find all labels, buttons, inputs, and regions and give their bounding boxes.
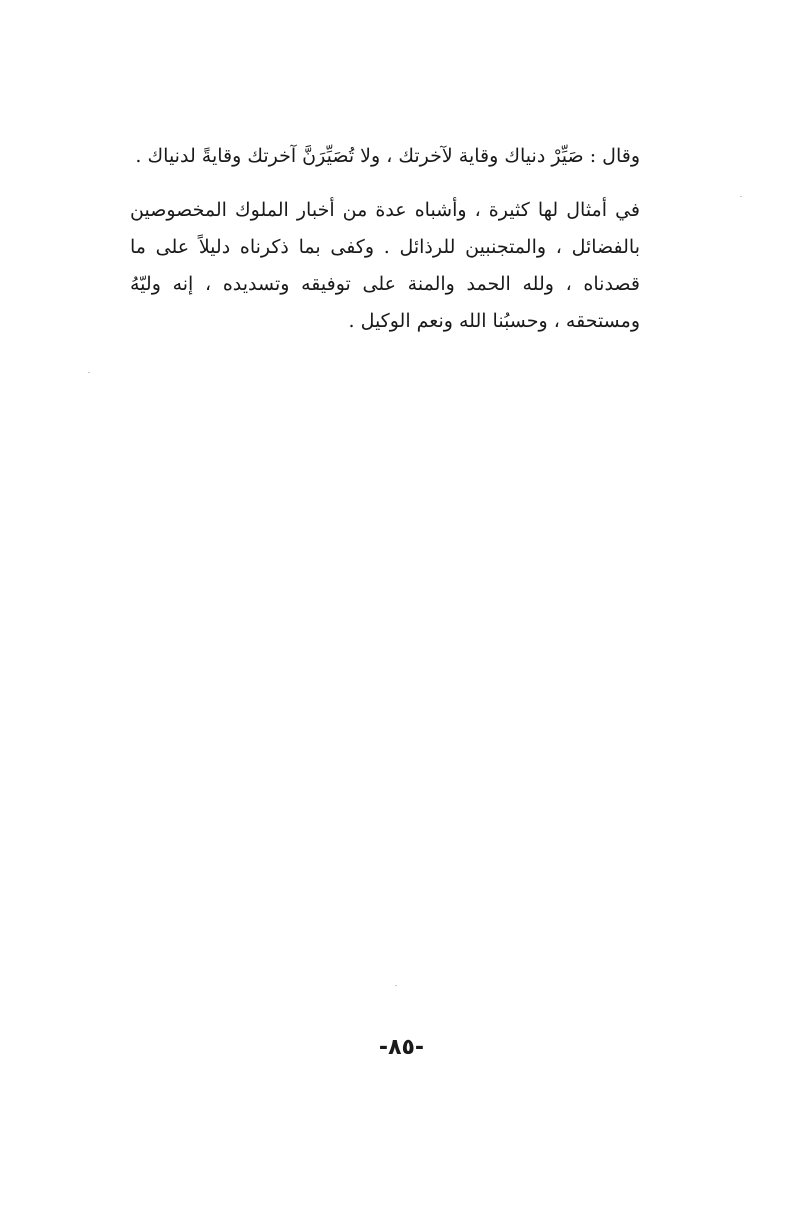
scan-speck — [395, 985, 397, 986]
page-number: -٨٥- — [378, 1035, 425, 1060]
scan-speck — [88, 372, 90, 373]
paragraph-quote — [130, 138, 640, 175]
paragraph-closing — [130, 192, 640, 340]
paragraph-text: وقال : صَيِّرْ دنياك وقاية لآخرتك ، ولا تُصَيِّرَنَّ آخرتك وقايةً لدنياك . — [135, 145, 640, 167]
paragraph-text: في أمثال لها كثيرة ، وأشباه عدة من أخبار الملوك المخصوصين بالفضائل ، والمتجنبين للرذائل . وكفى بما ذكرناه دليلاً على ما قصدناه ، ولله الحمد والمنة على توفيقه وتسديده ، إنه وليّهُ ومستحقه ، وحسبُنا الله ونعم الوكيل . — [130, 199, 640, 332]
scan-speck — [740, 196, 742, 197]
